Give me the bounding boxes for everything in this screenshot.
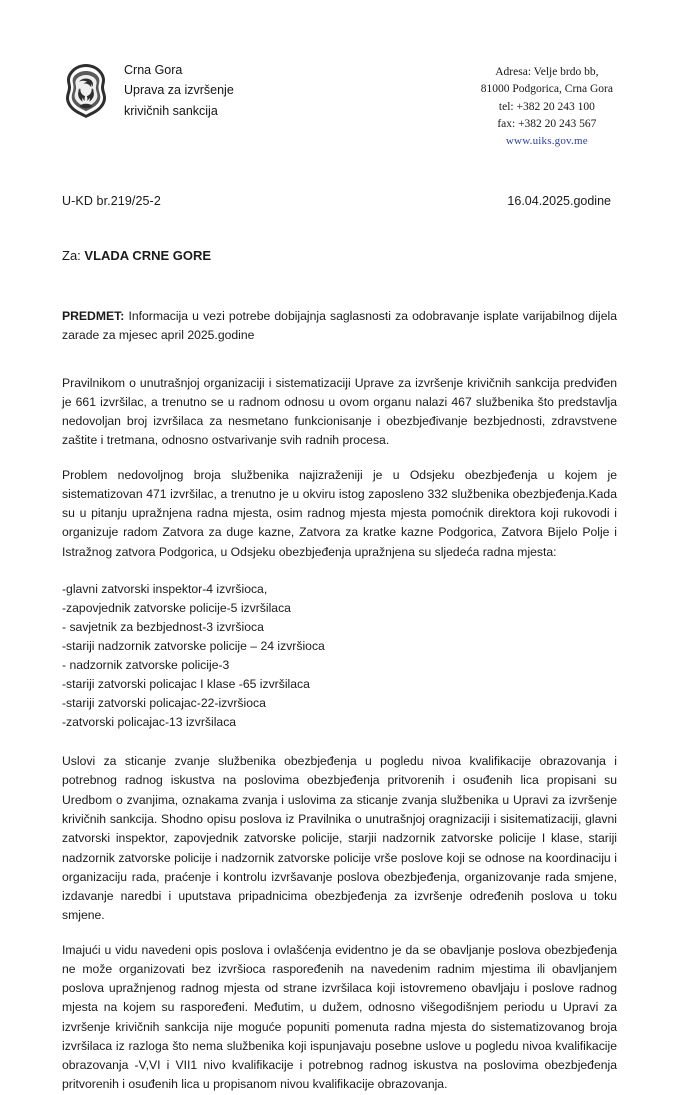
list-item: - savjetnik za bezbjednost-3 izvršioca	[62, 619, 264, 634]
body-intro	[62, 374, 617, 562]
paragraph: Imajući u vidu navedeni opis poslova i ovlašćenja evidentno je da se obavljanje poslova obezbjeđenja ne može organizovati bez izvršioca raspoređenih na navedenim radnim mjestima ili obavljanjem poslova upražnjenog radnog mjesta od strane izvršilaca koji istovremeno obavljaju i poslove radnog mjesta na kojem su raspoređeni. Međutim, u dužem, odnosno višegodišnjem periodu u Upravi za izvršenje krivičnih sankcija nije moguće popuniti pomenuta radna mjesta do sistematizovanog broja izvršilaca iz razloga što nema službenika koji ispunjavaju posebne uslove u pogledu nivoa kvalifikacije obrazovanja -V,VI i VII1 nivo kvalifikacije i potrebnog radnog iskustva na poslovima obezbjeđenja pritvorenih i osuđenih lica u propisanom nivou kvalifikacije obrazovanja.	[62, 942, 617, 1092]
letterhead	[62, 60, 617, 150]
subject-text: Informacija u vezi potrebe dobijajnja saglasnosti za odobravanje isplate varijabilnog dijela zarade za mjesec april 2025.godine	[62, 308, 617, 343]
reference-row	[62, 194, 617, 208]
list-item: -stariji nadzornik zatvorske policije – 24 izvršioca	[62, 639, 325, 654]
list-item: -stariji zatvorski policajac-22-izvršioca	[62, 696, 266, 711]
list-item: -glavni zatvorski inspektor-4 izvršioca,	[62, 581, 268, 596]
contact-block	[481, 60, 613, 150]
paragraph: Problem nedovoljnog broja službenika najizraženiji je u Odsjeku obezbjeđenja u kojem je sistematizovan 471 izvršilac, a trenutno je u okviru istog zaposleno 332 službenika obezbjeđenja.Kada su u pitanju upražnjena radna mjesta, osim radnog mjesta mjesta pomoćnik direktora koji rukovodi i organizuje radom Zatvora za duge kazne, Zatvora za kratke kazne Podgorica, Zatvora Bijelo Polje i Istražnog zatvora Podgorica, u Odsjeku obezbjeđenja upražnjena su sljedeća radna mjesta:	[62, 467, 617, 559]
paragraph: Pravilnikom o unutrašnjoj organizaciji i sistematizaciji Uprave za izvršenje krivičnih sankcija predviđen je 661 izvršilac, a trenutno se u radnom odnosu u ovom organu nalazi 467 službenika što predstavlja nedovoljan broj izvršilaca za nesmetano funkcionisanje i obezbjeđivanje bezbjednosti, zdravstvene zaštite i tretmana, odnosno ostvarivanje svih radnih procesa.	[62, 375, 617, 448]
org-line-2: Uprava za izvršenje	[124, 83, 234, 98]
contact-line-2: 81000 Podgorica, Crna Gora	[480, 83, 613, 96]
organization-name	[124, 60, 234, 121]
addressee-prefix: Za:	[62, 247, 81, 263]
contact-line-3: tel: +382 20 243 100	[498, 100, 595, 113]
montenegro-coat-of-arms-icon	[62, 62, 110, 118]
body-continued	[62, 752, 617, 1095]
list-item: -stariji zatvorski policajac I klase -65 izvršilaca	[62, 677, 310, 692]
document-number: U-KD br.219/25-2	[62, 193, 161, 208]
org-line-1: Crna Gora	[124, 63, 183, 77]
website-link[interactable]: www.uiks.gov.me	[505, 135, 588, 147]
addressee	[62, 248, 617, 263]
contact-line-1: Adresa: Velje brdo bb,	[495, 66, 599, 78]
addressee-name: VLADA CRNE GORE	[84, 247, 212, 263]
list-item: -zapovjednik zatvorske policije-5 izvršilaca	[62, 600, 291, 615]
subject-line	[62, 307, 617, 346]
letterhead-left	[62, 60, 234, 121]
list-item: - nadzornik zatvorske policije-3	[62, 658, 230, 673]
contact-line-4: fax: +382 20 243 567	[497, 117, 597, 130]
document-date: 16.04.2025.godine	[507, 193, 611, 208]
subject-label: PREDMET:	[62, 308, 125, 323]
vacant-positions-list	[62, 580, 617, 732]
org-line-3: krivičnih sankcija	[124, 103, 218, 118]
list-item: -zatvorski policajac-13 izvršilaca	[62, 715, 237, 730]
paragraph: Uslovi za sticanje zvanje službenika obezbjeđenja u pogledu nivoa kvalifikacije obrazovanja i potrebnog radnog iskustva na poslovima obezbjeđenja pritvorenih i osuđenih lica propisani su Uredbom o zvanjima, oznakama zvanja i uslovima za sticanje zvanja službenika u Upravi za izvršenje krivičnih sankcija. Shodno opisu poslova iz Pravilnika o unutrašnjoj oragnizaciji i sisitematizaciji, glavni zatvorski inspektor, zapovjednik zatvorske policije, starjii nadzornik zatvorske policije I klase, stariji nadzornik zatvorske policije i nadzornik zatvorske policije vrše poslove koji se odnose na koordinaciju i organizaciju rada, praćenje i kontrolu izvršavanje poslova obezbjeđenja, organizovanje rada smjene, izdavanje naredbi i uputstava pripadnicima obezbjeđenja za izvršenje određenih poslova u toku smjene.	[62, 754, 617, 923]
